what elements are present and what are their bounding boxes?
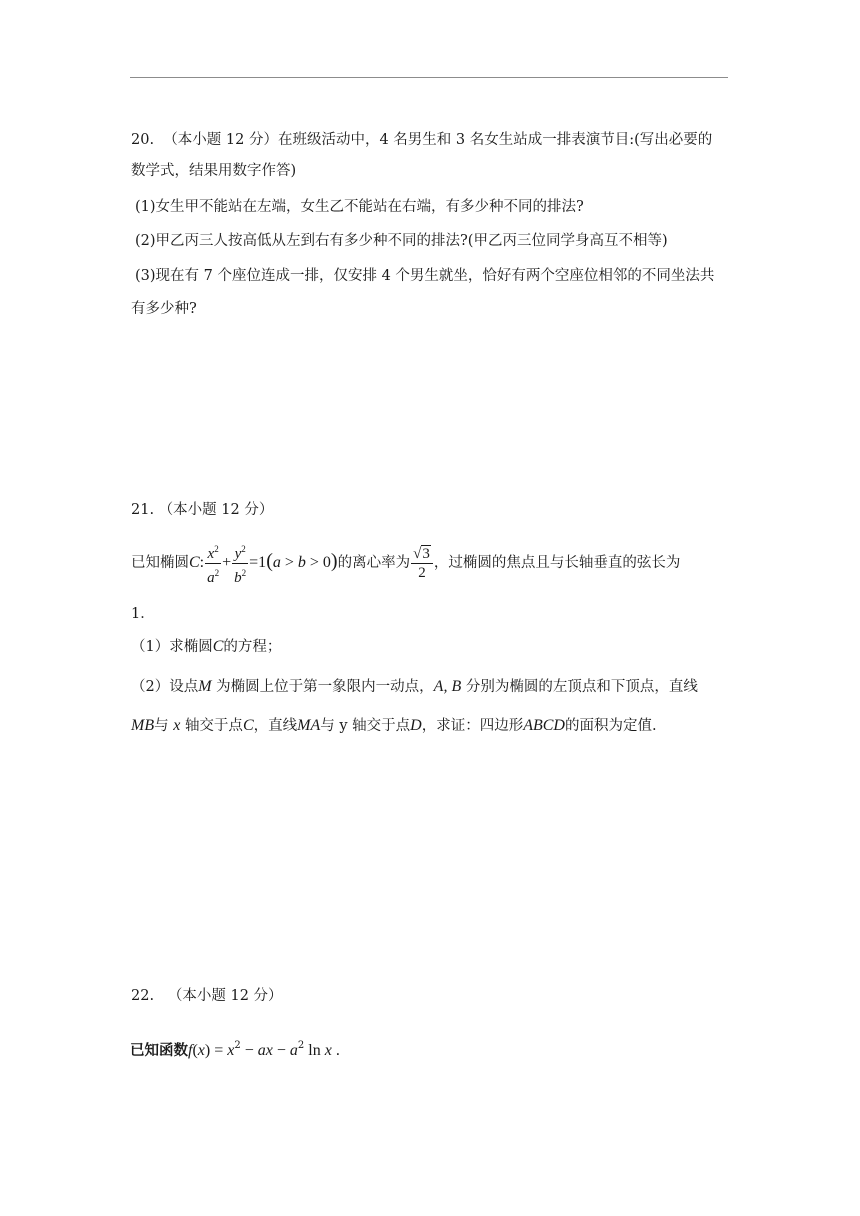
q21-l5-t6: 的面积为定值. bbox=[564, 718, 657, 734]
q21-part-2-line-2 bbox=[131, 716, 657, 736]
q21-point-m: M bbox=[198, 678, 212, 695]
eccentricity-fraction: $\frac{√3}{2}$ bbox=[411, 545, 433, 582]
q22-points: （本小题 12 分） bbox=[167, 988, 283, 1004]
q21-l5-t5: ，求证：四边形 bbox=[421, 718, 524, 734]
q21-point-d: D bbox=[410, 717, 422, 734]
q22-line-1 bbox=[130, 1036, 340, 1061]
q21-suffix-text: ，过椭圆的焦点且与长轴垂直的弦长为 bbox=[433, 555, 681, 571]
q20-part-3-line-2: 有多少种? bbox=[131, 301, 197, 317]
q21-part-2-line-1 bbox=[131, 677, 698, 697]
q21-part-2-mid-2: 分别为椭圆的左顶点和下顶点，直线 bbox=[465, 679, 698, 695]
q22-prefix: 已知函数 bbox=[130, 1043, 188, 1059]
q21-l5-t3: ，直线 bbox=[253, 718, 298, 734]
q21-part-1-suffix: 的方程； bbox=[223, 639, 282, 655]
header-rule bbox=[130, 77, 728, 78]
ellipse-equation: : $\frac{x^2}{a^2}$ + $\frac{y^2}{b^2}$ =1(a > b > 0) bbox=[200, 555, 338, 571]
q22-number: 22. bbox=[131, 988, 155, 1004]
q21-l5-t2: 轴交于点 bbox=[184, 718, 243, 734]
q21-part-1-var: C bbox=[212, 638, 224, 655]
q20-line-2: 数学式，结果用数字作答) bbox=[131, 163, 297, 179]
q21-x-axis: x bbox=[173, 717, 181, 734]
q21-l5-t1: 与 bbox=[154, 718, 169, 734]
q22-header bbox=[131, 986, 283, 1006]
q21-ellipse-name: C bbox=[189, 554, 200, 571]
q20-intro-1: 在班级活动中，4 名男生和 3 名女生站成一排表演节目:(写出必要的 bbox=[277, 132, 713, 148]
q20-part-1: (1)女生甲不能站在左端，女生乙不能站在右端，有多少种不同的排法? bbox=[135, 199, 584, 215]
q20-part-3-line-1: (3)现在有 7 个座位连成一排，仅安排 4 个男生就坐，恰好有两个空座位相邻的不同坐法共 bbox=[135, 268, 715, 284]
q21-points-ab: A, B bbox=[433, 678, 462, 695]
q21-line-mb: MB bbox=[131, 717, 155, 734]
q21-part-2-mid-1: 为椭圆上位于第一象限内一动点， bbox=[216, 679, 434, 695]
q20-line-1 bbox=[131, 130, 712, 150]
q21-line-2: 1． bbox=[131, 606, 155, 622]
q21-line-1 bbox=[131, 539, 680, 587]
q21-points: （本小题 12 分） bbox=[158, 502, 274, 518]
q20-number: 20. bbox=[131, 132, 155, 148]
q21-mid-text: 的离心率为 bbox=[337, 555, 411, 571]
q21-part-1 bbox=[131, 637, 281, 657]
q21-prefix: 已知椭圆 bbox=[131, 555, 189, 571]
q21-part-2-prefix: （2）设点 bbox=[131, 679, 199, 695]
q21-l5-t4: 与 y 轴交于点 bbox=[320, 718, 411, 734]
q21-number: 21. bbox=[131, 502, 155, 518]
q21-part-1-prefix: （1）求椭圆 bbox=[131, 639, 213, 655]
function-formula: $f(x) = x^2$ − ax − $a^2$ ln x . bbox=[188, 1040, 340, 1059]
q21-header bbox=[131, 500, 273, 520]
q21-line-ma: MA bbox=[297, 717, 321, 734]
q21-point-c: C bbox=[242, 717, 254, 734]
q20-part-2: (2)甲乙丙三人按高低从左到右有多少种不同的排法?(甲乙丙三位同学身高互不相等) bbox=[135, 233, 668, 249]
q21-quad-abcd: ABCD bbox=[523, 717, 565, 734]
q20-points: （本小题 12 分） bbox=[163, 132, 278, 148]
